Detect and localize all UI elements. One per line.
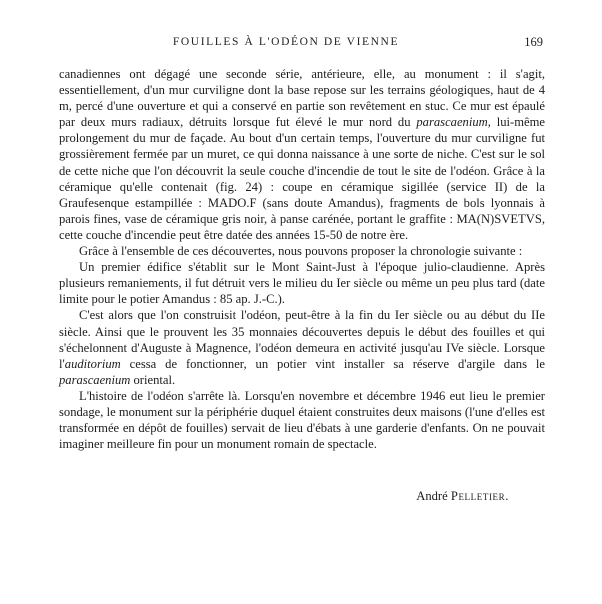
paragraph-1-text-a: canadiennes ont dégagé une seconde série, antérieure, elle, au monument : il s'agit, essentiellement, d'un mur curviligne dont la base repose sur les terrains géologiques, haut de 4 m, percé d'une ouverture et qui a conservé en partie son revêtement en stuc. Ce mur est épaulé par deux murs radiaux, détruits lorsque fut élevé le mur nord du [59,67,545,130]
paragraph-3: Un premier édifice s'établit sur le Mont Saint-Just à l'époque julio-claudienne. Après plusieurs remaniements, il fut détruit vers le milieu du Ier siècle ou même un peu plus tard (date limite pour le potier Amandus : 85 ap. J.-C.). [59,260,545,307]
running-title: FOUILLES À L'ODÉON DE VIENNE [172,36,400,48]
paragraph-2: Grâce à l'ensemble de ces découvertes, nous pouvons proposer la chronologie suivante : [79,244,523,259]
paragraph-1-text-b: , lui-même prolongement du mur de façade. Au bout d'un certain temps, l'ouverture du mur curviligne fut grossièrement fermée par un muret, ce qui donna naissance à une sorte de niche. C'est sur le sol de cette niche que l'on découvrit la seule couche d'incendie de tout le site de l'odéon. Grâce à la céramique qu'elle contenait (fig. 24) : coupe en céramique sigillée (service II) de la Graufesenque estampillée : MADO.F (sans doute Amandus), fragments de bols lyonnais à parois fines, vase de céramique gris noir, à panse carénée, portant le graffite : MA(N)SVETVS, cette couche d'incendie peut être datée des années 15-50 de notre ère. [59,115,545,242]
paragraph-5: L'histoire de l'odéon s'arrête là. Lorsqu'en novembre et décembre 1946 eut lieu le premier sondage, le monument sur la périphérie duquel étaient construites deux maisons (l'une d'elles est transformée en dépôt de fouilles) servait de lieu d'ébats à une garderie d'enfants. On ne pouvait imaginer meilleure fin pour un monument romain de spectacle. [59,388,545,452]
paragraph-1-italic-term: parascaenium [416,115,488,130]
paragraph-4-italic-auditorium: auditorium [64,356,121,371]
paragraph-4-text-a: C'est alors que l'on construisit l'odéon, peut-être à la fin du Ier siècle ou au début du IIe siècle. Ainsi que le prouvent les 35 monnaies découvertes depuis le début des fouilles et qui s'échelonnent d'Auguste à Magnence, l'odéon demeura en activité jusqu'au IVe siècle. Lorsque l' [59,308,545,371]
paragraph-4 [59,307,545,387]
author-last-name: Pelletier. [450,489,509,503]
body-text [59,66,545,452]
paragraph-4-text-b: cessa de fonctionner, un potier vint installer sa réserve d'argile dans le [120,356,545,371]
paragraph-1 [59,66,545,243]
author-signature [416,489,509,504]
page-number: 169 [524,35,543,49]
paragraph-4-italic-parascaenium: parascaenium [59,372,131,387]
paragraph-4-text-c: oriental. [130,372,176,387]
author-first-name: André [416,489,448,503]
